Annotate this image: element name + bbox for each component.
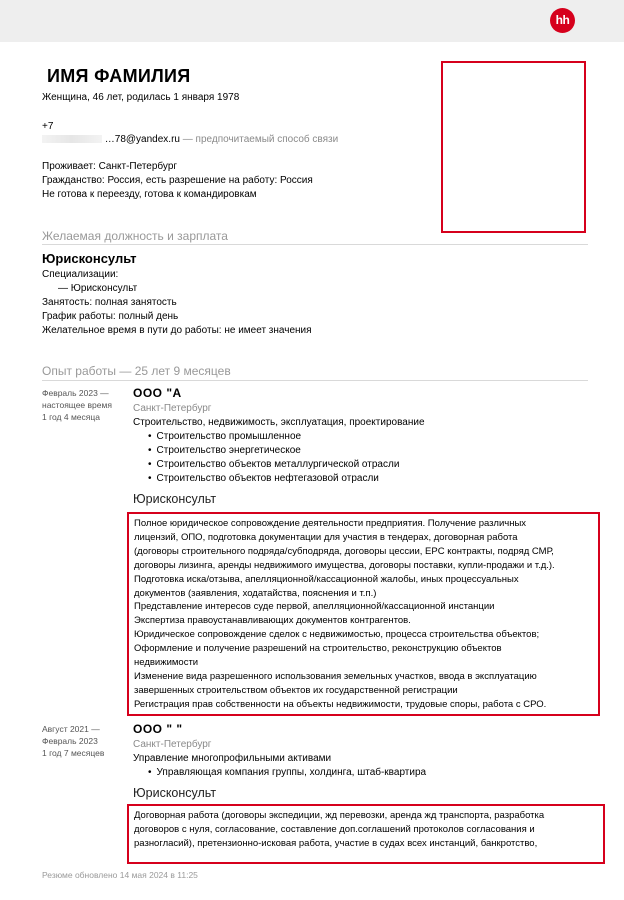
- citizenship: Гражданство: Россия, есть разрешение на работу: Россия: [42, 175, 313, 186]
- job-dates: Февраль 2023 — настоящее время 1 год 4 месяца: [42, 388, 112, 422]
- job-position: Юрисконсульт: [133, 786, 217, 800]
- company-industry: Строительство, недвижимость, эксплуатация, проектирование: [133, 417, 425, 428]
- phone-number[interactable]: +7: [42, 121, 54, 132]
- redacted-area: [42, 135, 102, 143]
- top-bar: [0, 0, 624, 42]
- company-city: Санкт-Петербург: [133, 403, 212, 414]
- job-description: Полное юридическое сопровождение деятельности предприятия. Получение различных лицензий, ОПО, подготовка документации для участия в тендерах, договорная работа (договоры строительного подряда/субподряда, договоры цессии, EPC контракты, подряд СМР, договоры лизинга, аренды недвижимого имущества, договоры поставки, купли-продажи и т.д.). Подготовка иска/отзыва, апелляционной/кассационной жалобы, иных процессуальных документов (заявления, ходатайства, пояснения и т.п.) Представление интересов суде первой, апелляционной/кассационной инстанции Экспертиза правоустанавливающих документов контрагентов. Юридическое сопровождение сделок с недвижимостью, процесса строительства объектов; Оформление и получение разрешений на строительство, реконструкцию объектов недвижимости Изменение вида разрешенного использования земельных участков, ввода в эксплуатацию завершенных строительством объектов их государственной регистрации Регистрация прав собственности на объекты недвижимости, трудовые споры, работа с СРО.: [127, 512, 600, 716]
- email-row: [42, 133, 338, 147]
- desired-section-title: Желаемая должность и зарплата: [42, 229, 228, 243]
- job-dates: Август 2021 — Февраль 2023 1 год 7 месяцев: [42, 724, 105, 758]
- industry-list: [148, 766, 426, 780]
- residence: Проживает: Санкт-Петербург: [42, 161, 178, 172]
- contact-preference-note: — предпочитаемый способ связи: [182, 134, 339, 145]
- company-name: ООО "А: [133, 386, 182, 400]
- industry-list: [148, 430, 399, 486]
- candidate-summary: Женщина, 46 лет, родилась 1 января 1978: [42, 92, 240, 103]
- commute-time: Желательное время в пути до работы: не имеет значения: [42, 325, 312, 336]
- job-position: Юрисконсульт: [133, 492, 217, 506]
- section-divider: [42, 244, 588, 245]
- desired-position: Юрисконсульт: [42, 251, 137, 266]
- list-item: • Строительство энергетическое: [148, 444, 399, 458]
- employment-type: Занятость: полная занятость: [42, 297, 177, 308]
- list-item: • Строительство промышленное: [148, 430, 399, 444]
- experience-section-title: Опыт работы — 25 лет 9 месяцев: [42, 364, 231, 378]
- company-industry: Управление многопрофильными активами: [133, 753, 332, 764]
- list-item: • Управляющая компания группы, холдинга, штаб-квартира: [148, 766, 426, 780]
- list-item: • Строительство объектов металлургической отрасли: [148, 458, 399, 472]
- relocation: Не готова к переезду, готова к командировкам: [42, 189, 257, 200]
- email-link[interactable]: …78@yandex.ru: [104, 134, 180, 145]
- photo-placeholder: [441, 61, 586, 233]
- section-divider: [42, 380, 588, 381]
- work-schedule: График работы: полный день: [42, 311, 179, 322]
- resume-updated: Резюме обновлено 14 мая 2024 в 11:25: [42, 870, 198, 880]
- company-city: Санкт-Петербург: [133, 739, 212, 750]
- list-item: • Строительство объектов нефтегазовой отрасли: [148, 472, 399, 486]
- specializations-label: Специализации:: [42, 269, 119, 280]
- job-description: Договорная работа (договоры экспедиции, жд перевозки, аренда жд транспорта, разработка договоров с нуля, согласование, составление доп.соглашений протоколов согласования и разногласий), претензионно-исковая работа, участие в судах всех инстанций, банкротство,: [127, 804, 605, 864]
- hh-logo[interactable]: hh: [550, 8, 575, 33]
- company-name: ООО " ": [133, 722, 183, 736]
- candidate-name: ИМЯ ФАМИЛИЯ: [47, 66, 191, 86]
- specialization-item: — Юрисконсульт: [58, 283, 138, 294]
